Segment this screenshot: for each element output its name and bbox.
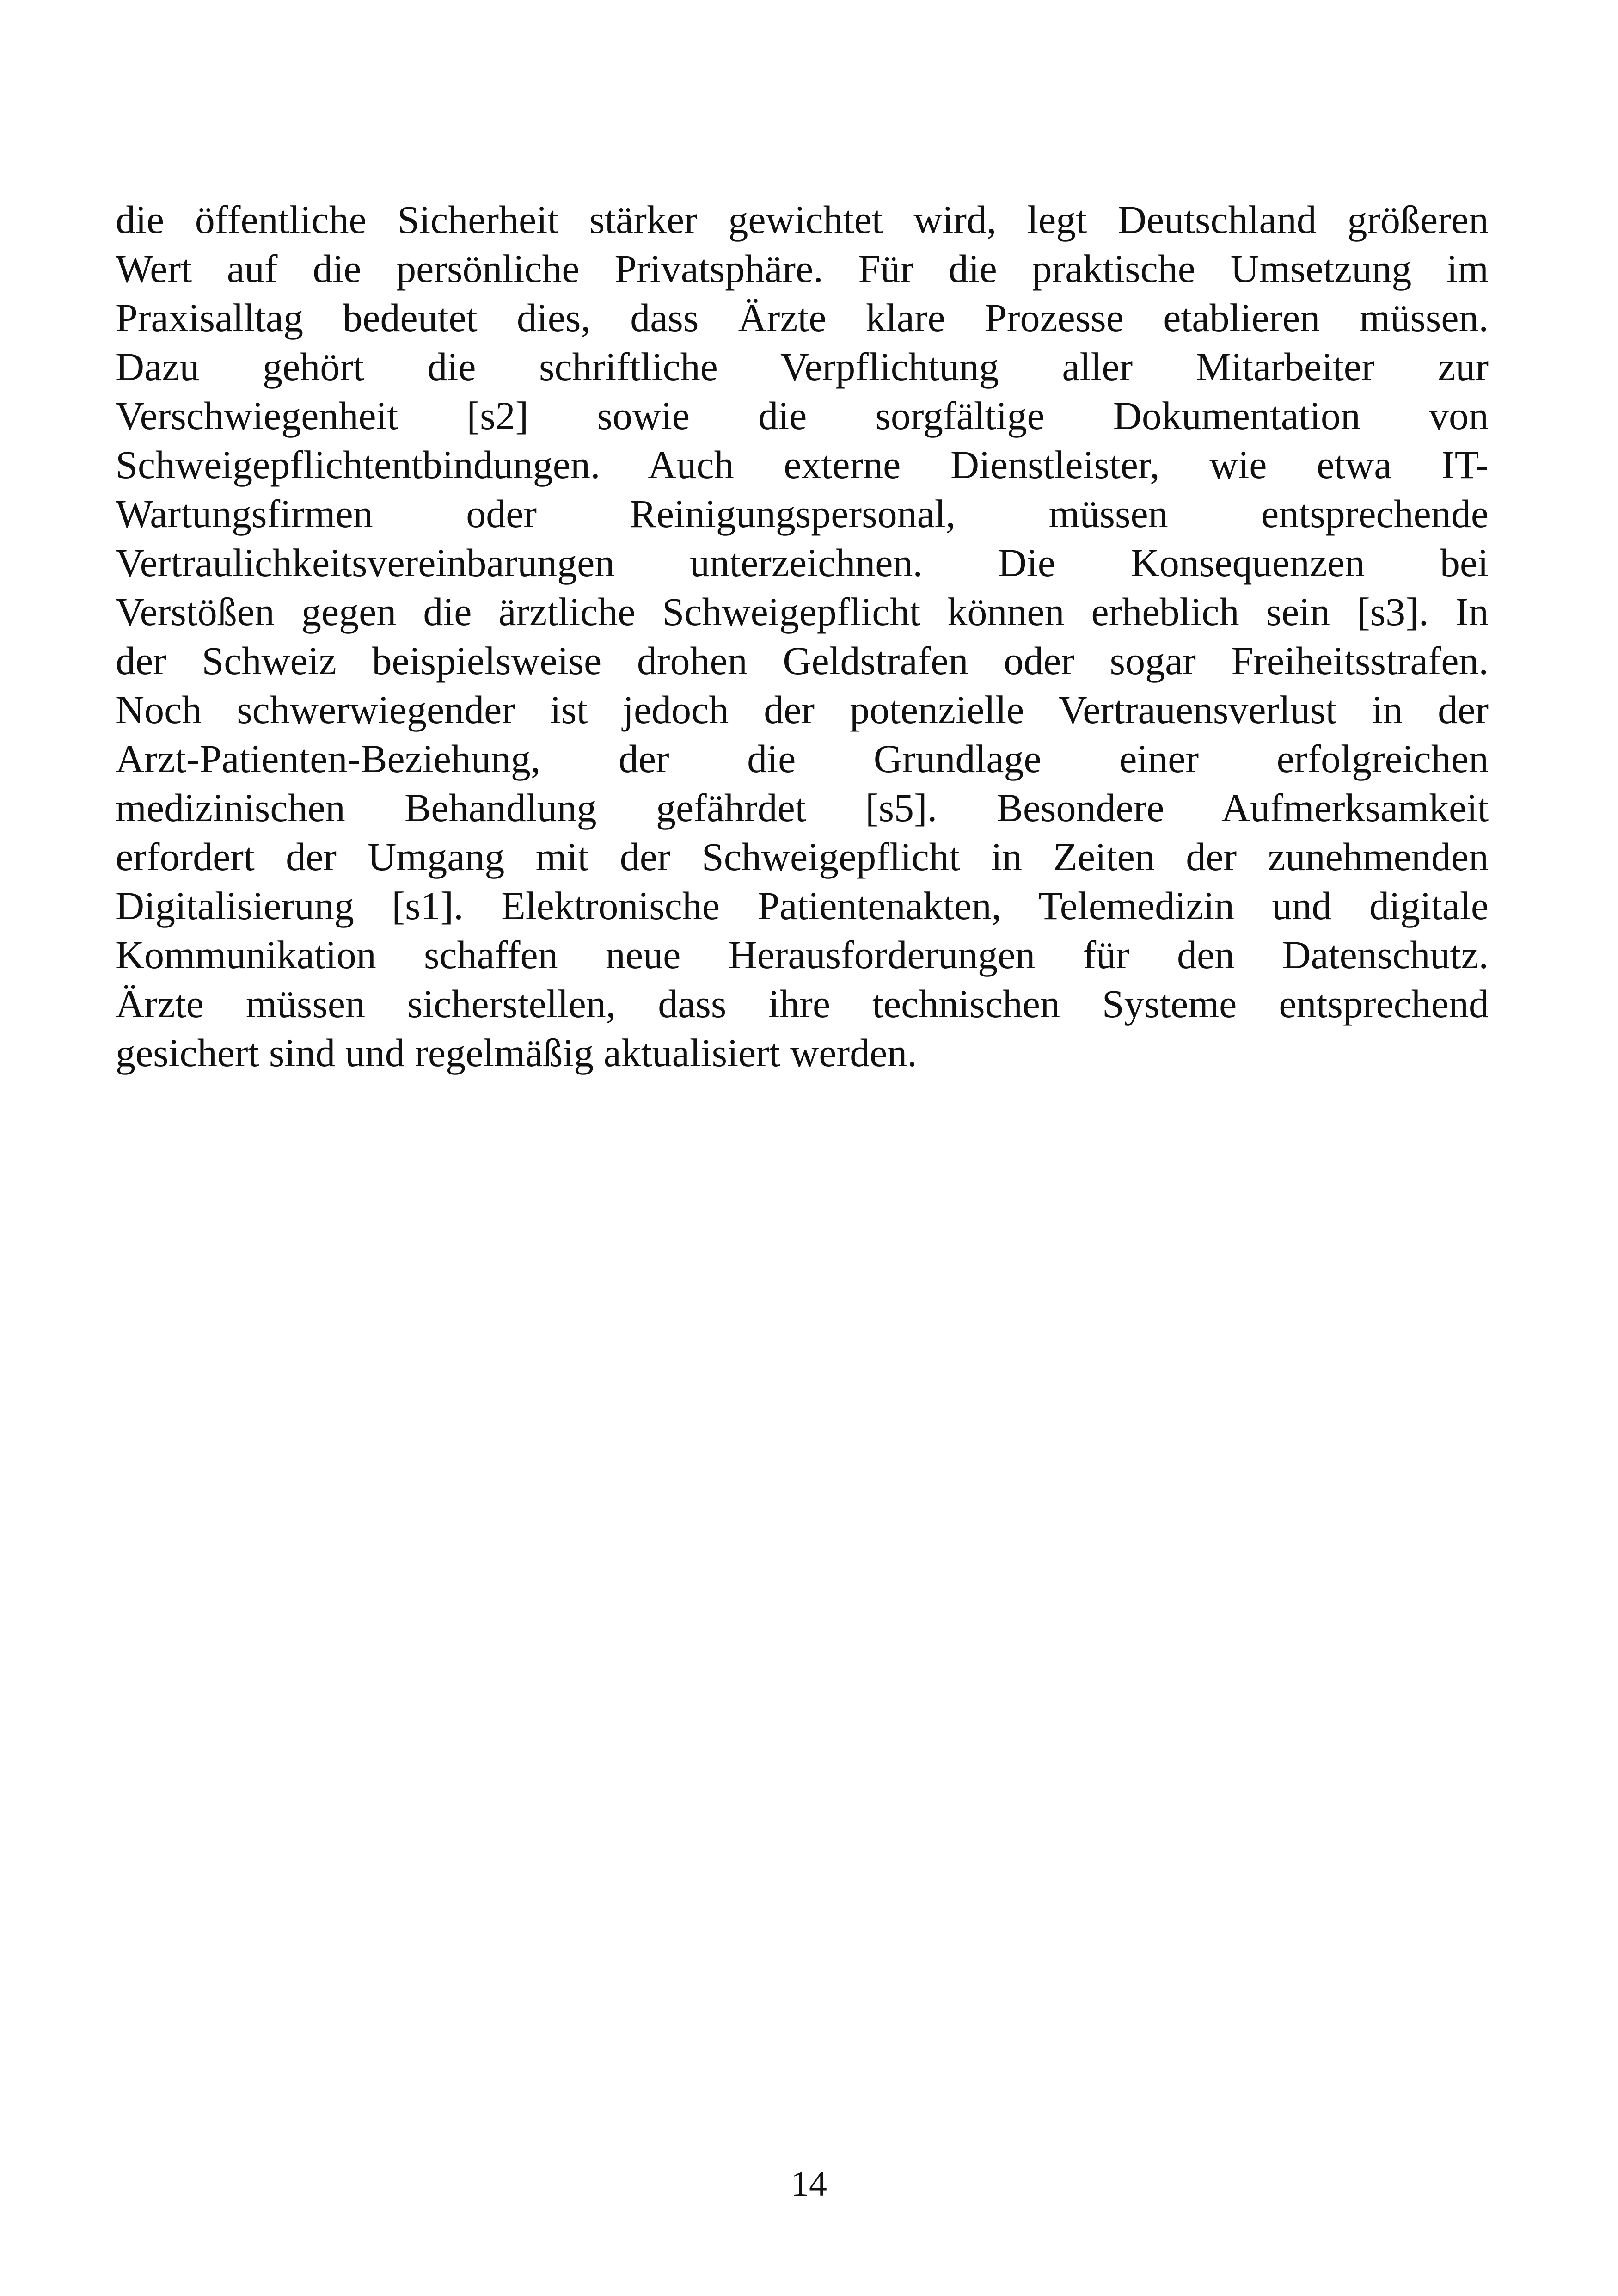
text-line: Kommunikation schaffen neue Herausforderungen für den Datenschutz.	[116, 933, 1489, 977]
text-line: die öffentliche Sicherheit stärker gewichtet wird, legt Deutschland größeren	[116, 197, 1489, 242]
text-line: Wartungsfirmen oder Reinigungspersonal, müssen entsprechende	[116, 491, 1489, 536]
text-line: Verstößen gegen die ärztliche Schweigepflicht können erheblich sein [s3]. In	[116, 589, 1489, 634]
text-line: Schweigepflichtentbindungen. Auch externe Dienstleister, wie etwa IT-	[116, 442, 1489, 487]
body-paragraph	[116, 195, 1489, 1077]
text-line-last: gesichert sind und regelmäßig aktualisiert werden.	[116, 1031, 917, 1075]
text-line: Vertraulichkeitsvereinbarungen unterzeichnen. Die Konsequenzen bei	[116, 540, 1489, 585]
text-line: Noch schwerwiegender ist jedoch der potenzielle Vertrauensverlust in der	[116, 688, 1489, 732]
text-line: Ärzte müssen sicherstellen, dass ihre technischen Systeme entsprechend	[116, 982, 1489, 1026]
page-number: 14	[791, 2163, 827, 2204]
text-line: medizinischen Behandlung gefährdet [s5]. Besondere Aufmerksamkeit	[116, 786, 1489, 830]
text-line: Verschwiegenheit [s2] sowie die sorgfältige Dokumentation von	[116, 393, 1489, 438]
text-line: Wert auf die persönliche Privatsphäre. Für die praktische Umsetzung im	[116, 246, 1489, 291]
text-line: Arzt-Patienten-Beziehung, der die Grundlage einer erfolgreichen	[116, 737, 1489, 781]
text-line: Praxisalltag bedeutet dies, dass Ärzte klare Prozesse etablieren müssen.	[116, 295, 1489, 340]
text-line: erfordert der Umgang mit der Schweigepflicht in Zeiten der zunehmenden	[116, 835, 1489, 879]
text-line: Digitalisierung [s1]. Elektronische Patientenakten, Telemedizin und digitale	[116, 884, 1489, 928]
text-line: Dazu gehört die schriftliche Verpflichtung aller Mitarbeiter zur	[116, 344, 1489, 389]
text-line: der Schweiz beispielsweise drohen Geldstrafen oder sogar Freiheitsstrafen.	[116, 638, 1489, 683]
